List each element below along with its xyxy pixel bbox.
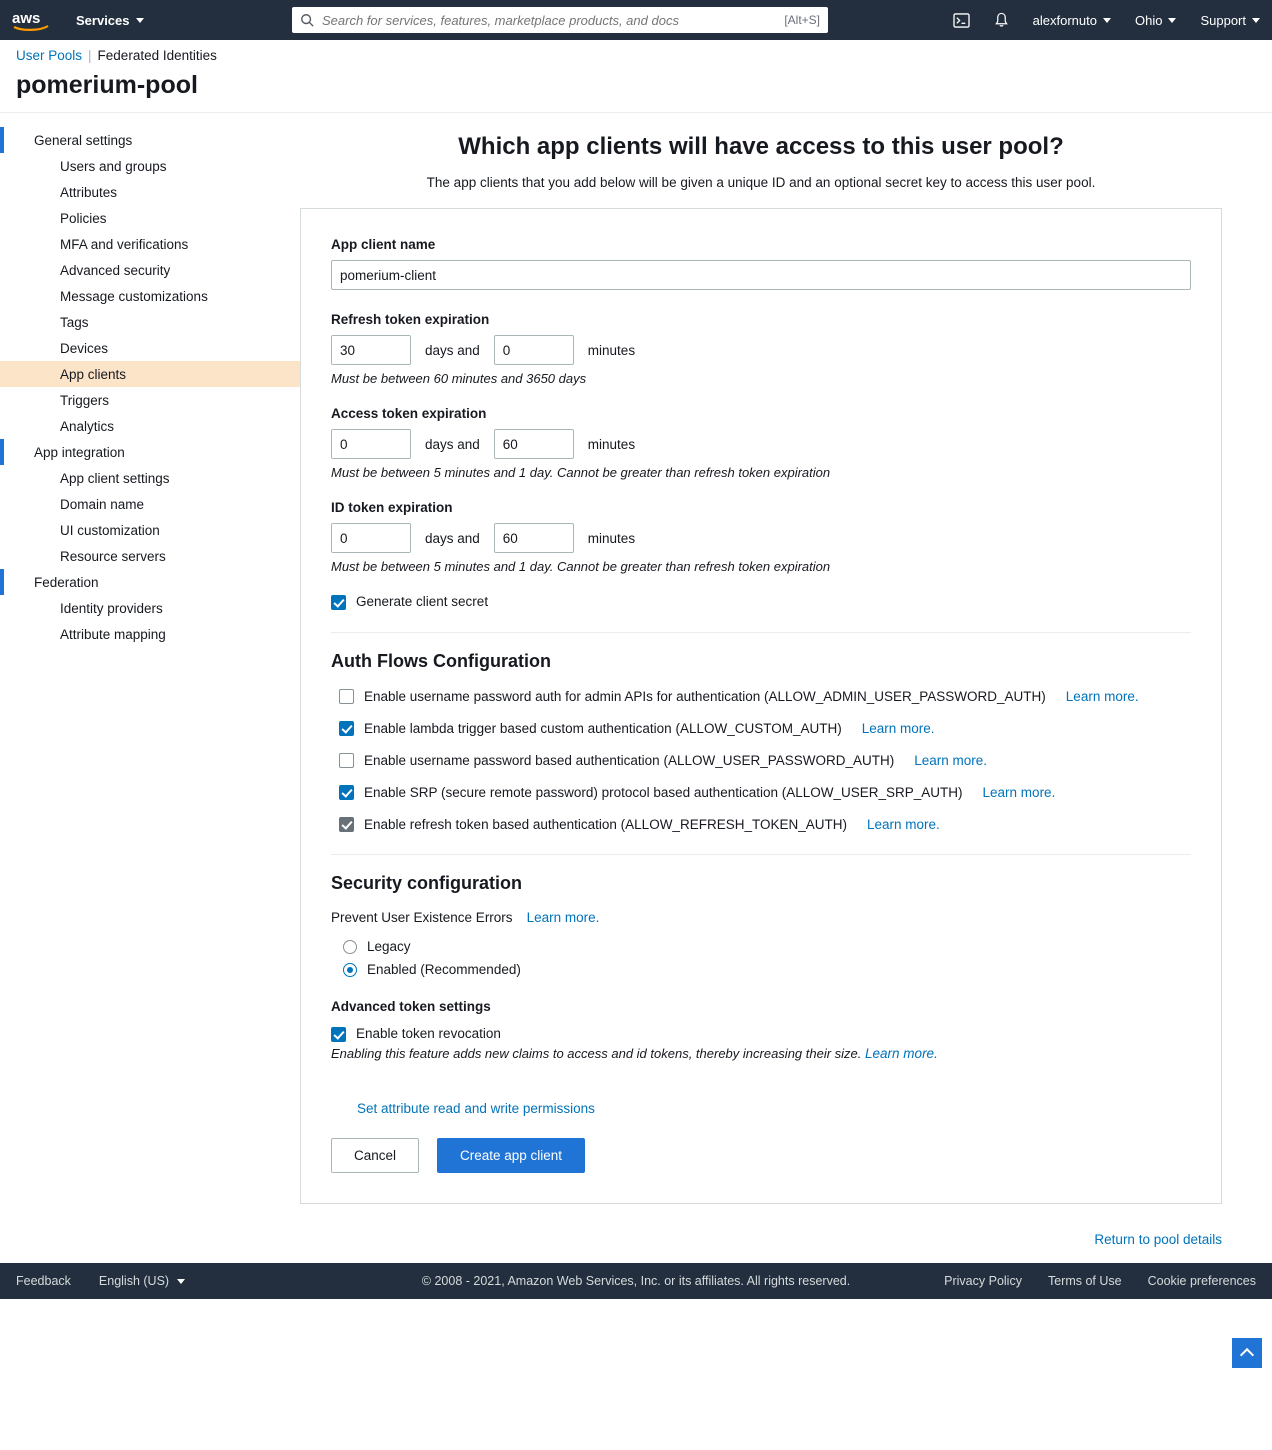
access-token-expiration-label: Access token expiration xyxy=(331,406,487,421)
auth-flows-heading: Auth Flows Configuration xyxy=(331,651,551,671)
chevron-down-icon xyxy=(1252,18,1260,23)
support-menu-label: Support xyxy=(1200,12,1246,28)
auth-flow-checkbox-refresh-token xyxy=(339,817,354,832)
page-header xyxy=(0,40,1272,100)
refresh-token-expiration-row xyxy=(331,335,1191,365)
sidebar-group-app-integration[interactable] xyxy=(0,439,300,465)
access-token-expiration-row xyxy=(331,429,1191,459)
auth-flow-label-refresh-token: Enable refresh token based authentication (ALLOW_REFRESH_TOKEN_AUTH) xyxy=(364,816,847,832)
global-search[interactable] xyxy=(292,7,828,33)
id-token-hint: Must be between 5 minutes and 1 day. Cannot be greater than refresh token expiration xyxy=(331,559,831,574)
sidebar-item-mfa-and-verifications[interactable] xyxy=(0,231,300,257)
create-app-client-button[interactable]: Create app client xyxy=(437,1138,585,1173)
sidebar-item-identity-providers[interactable] xyxy=(0,595,300,621)
svg-text:aws: aws xyxy=(12,10,41,27)
advanced-token-settings-heading: Advanced token settings xyxy=(331,999,491,1014)
prevent-errors-option-enabled[interactable] xyxy=(331,962,1191,977)
refresh-days-unit-label: days and xyxy=(425,342,480,358)
cancel-button[interactable]: Cancel xyxy=(331,1138,419,1173)
region-menu[interactable] xyxy=(1123,0,1188,40)
sidebar-item-label: Attributes xyxy=(60,184,118,200)
breadcrumb xyxy=(16,48,1256,63)
sidebar xyxy=(0,113,300,647)
sidebar-item-label: Users and groups xyxy=(60,158,167,174)
sidebar-item-label: MFA and verifications xyxy=(60,236,189,252)
radio-enabled-recommended[interactable] xyxy=(343,963,357,977)
feedback-link[interactable]: Feedback xyxy=(16,1274,71,1288)
learn-more-link-prevent-user-existence[interactable]: Learn more. xyxy=(526,910,600,925)
copyright-text: © 2008 - 2021, Amazon Web Services, Inc. or its affiliates. All rights reserved. xyxy=(421,1274,851,1288)
access-token-hint: Must be between 5 minutes and 1 day. Cannot be greater than refresh token expiration xyxy=(331,465,831,480)
sidebar-item-triggers[interactable] xyxy=(0,387,300,413)
auth-flow-row-user-srp xyxy=(331,784,1191,800)
notifications-button[interactable] xyxy=(982,0,1021,40)
cloudshell-icon xyxy=(953,13,970,28)
token-revocation-note-text: Enabling this feature adds new claims to access and id tokens, thereby increasing their size. xyxy=(331,1046,862,1061)
token-revocation-label: Enable token revocation xyxy=(356,1026,501,1041)
main-heading: Which app clients will have access to this user pool? xyxy=(458,133,1064,160)
account-menu-label: alexfornuto xyxy=(1032,12,1097,28)
scroll-to-top-button[interactable] xyxy=(1232,1338,1262,1368)
sidebar-item-policies[interactable] xyxy=(0,205,300,231)
refresh-token-days-input[interactable] xyxy=(331,335,411,365)
sidebar-item-label: UI customization xyxy=(60,522,160,538)
auth-flow-row-user-password xyxy=(331,752,1191,768)
search-icon xyxy=(300,13,314,27)
generate-client-secret-row xyxy=(331,594,1191,610)
sidebar-item-label: Tags xyxy=(60,314,89,330)
cookie-preferences-link[interactable]: Cookie preferences xyxy=(1147,1274,1256,1288)
sidebar-item-label: Analytics xyxy=(60,418,115,434)
learn-more-link-custom-auth[interactable]: Learn more. xyxy=(861,720,935,736)
sidebar-group-label: App integration xyxy=(34,444,125,460)
prevent-user-existence-errors-row xyxy=(331,910,1191,925)
support-menu[interactable] xyxy=(1188,0,1272,40)
top-navigation-bar xyxy=(0,0,1272,40)
page-title: pomerium-pool xyxy=(16,71,198,99)
sidebar-item-label: App clients xyxy=(60,366,127,382)
sidebar-item-label: Devices xyxy=(60,340,109,356)
sidebar-item-users-and-groups[interactable] xyxy=(0,153,300,179)
id-token-minutes-unit-label: minutes xyxy=(587,530,636,546)
form-actions xyxy=(331,1138,1191,1173)
radio-legacy[interactable] xyxy=(343,940,357,954)
chevron-down-icon xyxy=(1103,18,1111,23)
refresh-token-expiration-label: Refresh token expiration xyxy=(331,312,490,327)
bell-icon xyxy=(994,12,1009,28)
sidebar-item-ui-customization[interactable] xyxy=(0,517,300,543)
services-menu-label: Services xyxy=(76,12,130,28)
sidebar-item-app-clients[interactable] xyxy=(0,361,300,387)
chevron-down-icon xyxy=(1168,18,1176,23)
sidebar-group-federation[interactable] xyxy=(0,569,300,595)
return-to-pool-details-link[interactable]: Return to pool details xyxy=(1094,1232,1222,1247)
chevron-down-icon xyxy=(177,1279,185,1284)
id-token-days-unit-label: days and xyxy=(425,530,480,546)
sidebar-item-label: App client settings xyxy=(60,470,170,486)
generate-client-secret-checkbox[interactable] xyxy=(331,595,346,610)
auth-flow-label-user-srp: Enable SRP (secure remote password) protocol based authentication (ALLOW_USER_SRP_AUTH) xyxy=(364,784,963,800)
region-menu-label: Ohio xyxy=(1134,12,1163,28)
cloudshell-button[interactable] xyxy=(941,0,982,40)
sidebar-item-label: Message customizations xyxy=(60,288,208,304)
refresh-minutes-unit-label: minutes xyxy=(587,342,636,358)
auth-flow-checkbox-user-srp[interactable] xyxy=(339,785,354,800)
sidebar-item-attribute-mapping[interactable] xyxy=(0,621,300,647)
learn-more-link-user-srp[interactable]: Learn more. xyxy=(982,784,1056,800)
sidebar-item-devices[interactable] xyxy=(0,335,300,361)
return-to-pool-details-row xyxy=(300,1232,1222,1263)
breadcrumb-user-pools[interactable]: User Pools xyxy=(16,48,83,63)
id-token-expiration-row xyxy=(331,523,1191,553)
learn-more-link-user-password[interactable]: Learn more. xyxy=(914,752,988,768)
section-divider xyxy=(331,632,1191,633)
breadcrumb-separator: | xyxy=(88,48,92,63)
sidebar-item-label: Advanced security xyxy=(60,262,171,278)
footer xyxy=(0,1263,1272,1299)
chevron-down-icon xyxy=(136,18,144,23)
terms-of-use-link[interactable]: Terms of Use xyxy=(1047,1274,1122,1288)
learn-more-link-refresh-token[interactable]: Learn more. xyxy=(866,816,940,832)
auth-flow-row-refresh-token xyxy=(331,816,1191,832)
generate-client-secret-label: Generate client secret xyxy=(356,594,489,609)
radio-enabled-recommended-label: Enabled (Recommended) xyxy=(367,962,521,977)
sidebar-item-advanced-security[interactable] xyxy=(0,257,300,283)
auth-flow-label-user-password: Enable username password based authentication (ALLOW_USER_PASSWORD_AUTH) xyxy=(364,752,895,768)
learn-more-link-token-revocation[interactable]: Learn more. xyxy=(865,1046,938,1061)
sidebar-item-tags[interactable] xyxy=(0,309,300,335)
refresh-token-minutes-input[interactable] xyxy=(494,335,574,365)
sidebar-item-label: Policies xyxy=(60,210,107,226)
sidebar-group-label: Federation xyxy=(34,574,99,590)
access-token-days-input[interactable] xyxy=(331,429,411,459)
token-revocation-note xyxy=(331,1046,1191,1061)
sidebar-item-resource-servers[interactable] xyxy=(0,543,300,569)
sidebar-item-label: Identity providers xyxy=(60,600,163,616)
auth-flow-row-admin-user-password xyxy=(331,688,1191,704)
sidebar-item-label: Attribute mapping xyxy=(60,626,166,642)
sidebar-item-analytics[interactable] xyxy=(0,413,300,439)
set-attribute-permissions-link[interactable]: Set attribute read and write permissions xyxy=(357,1101,595,1116)
access-token-minutes-input[interactable] xyxy=(494,429,574,459)
aws-logo[interactable] xyxy=(0,0,62,40)
refresh-token-hint: Must be between 60 minutes and 3650 days xyxy=(331,371,587,386)
auth-flow-row-custom-auth xyxy=(331,720,1191,736)
access-days-unit-label: days and xyxy=(425,436,480,452)
sidebar-item-attributes[interactable] xyxy=(0,179,300,205)
auth-flow-label-custom-auth: Enable lambda trigger based custom authentication (ALLOW_CUSTOM_AUTH) xyxy=(364,720,842,736)
access-minutes-unit-label: minutes xyxy=(587,436,636,452)
auth-flow-checkbox-admin-user-password[interactable] xyxy=(339,689,354,704)
sidebar-item-label: Triggers xyxy=(60,392,110,408)
auth-flow-checkbox-user-password[interactable] xyxy=(339,753,354,768)
app-client-name-label: App client name xyxy=(331,237,436,252)
auth-flow-checkbox-custom-auth[interactable] xyxy=(339,721,354,736)
main-subtitle: The app clients that you add below will be given a unique ID and an optional secret key to access this user pool. xyxy=(426,175,1096,190)
learn-more-link-admin-user-password[interactable]: Learn more. xyxy=(1065,688,1139,704)
id-token-minutes-input[interactable] xyxy=(494,523,574,553)
sidebar-item-domain-name[interactable] xyxy=(0,491,300,517)
prevent-errors-option-legacy[interactable] xyxy=(331,939,1191,954)
section-divider-2 xyxy=(331,854,1191,855)
radio-legacy-label: Legacy xyxy=(367,939,411,954)
token-revocation-row xyxy=(331,1026,1191,1042)
sidebar-item-label: Domain name xyxy=(60,496,145,512)
language-selector-label: English (US) xyxy=(98,1274,170,1288)
search-shortcut-hint: [Alt+S] xyxy=(784,13,820,27)
sidebar-item-label: Resource servers xyxy=(60,548,166,564)
sidebar-group-general-settings[interactable] xyxy=(0,127,300,153)
services-menu[interactable] xyxy=(62,0,158,40)
prevent-user-existence-errors-label: Prevent User Existence Errors xyxy=(331,910,513,925)
language-selector[interactable] xyxy=(99,1274,185,1288)
privacy-policy-link[interactable]: Privacy Policy xyxy=(944,1274,1022,1288)
app-client-name-input[interactable] xyxy=(331,260,1191,290)
sidebar-group-label: General settings xyxy=(34,132,133,148)
sidebar-item-message-customizations[interactable] xyxy=(0,283,300,309)
breadcrumb-federated-identities[interactable]: Federated Identities xyxy=(97,48,217,63)
account-menu[interactable] xyxy=(1021,0,1123,40)
token-revocation-checkbox[interactable] xyxy=(331,1027,346,1042)
auth-flow-label-admin-user-password: Enable username password auth for admin APIs for authentication (ALLOW_ADMIN_USER_PASSWORD_AUTH) xyxy=(364,688,1046,704)
app-client-form-panel xyxy=(300,208,1222,1204)
id-token-expiration-label: ID token expiration xyxy=(331,500,453,515)
search-input[interactable] xyxy=(314,12,784,29)
main-content xyxy=(300,113,1272,1263)
sidebar-item-app-client-settings[interactable] xyxy=(0,465,300,491)
id-token-days-input[interactable] xyxy=(331,523,411,553)
security-configuration-heading: Security configuration xyxy=(331,873,523,893)
